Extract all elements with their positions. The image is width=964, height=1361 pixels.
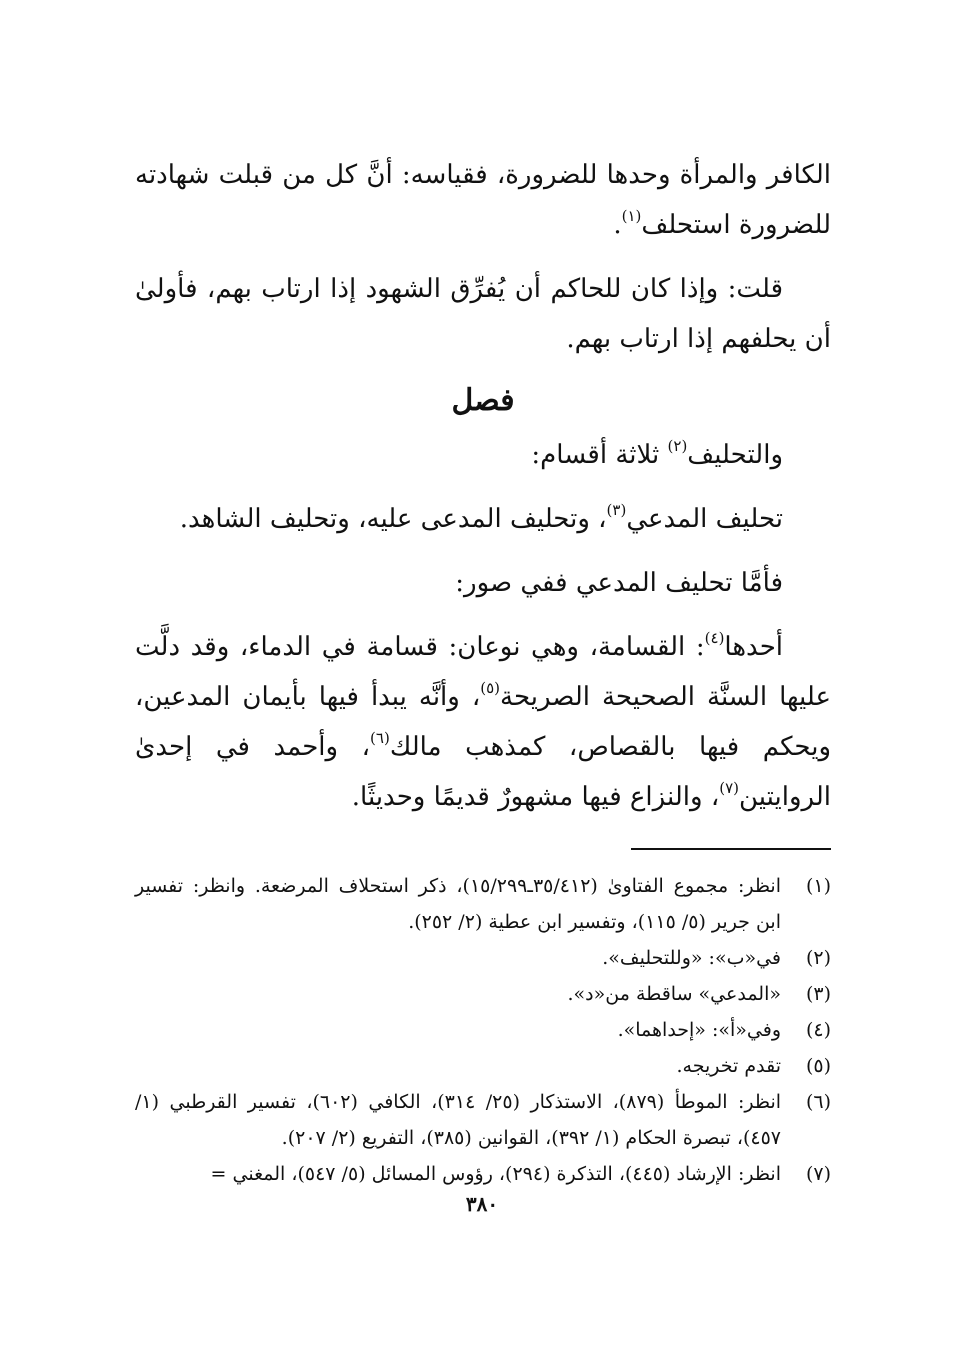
footnote-ref-2[interactable]: (٢) <box>667 437 688 455</box>
paragraph-2-text: قلت: وإذا كان للحاكم أن يُفرِّق الشهود إذا ارتاب بهم، فأولىٰ أن يحلفهم إذا ارتاب بهم. <box>135 274 831 354</box>
footnote-number: (٢) <box>805 947 831 969</box>
paragraph-6-part-2: : القسامة، وهي نوعان: قسامة في الدماء، وقد دلَّت عليها السنَّة الصحيحة الصريحة <box>135 632 831 712</box>
footnote-text: تقدم تخريجه. <box>676 1055 781 1077</box>
footnote-number: (٥) <box>805 1055 831 1077</box>
paragraph-4-tail: ، وتحليف المدعى عليه، وتحليف الشاهد. <box>179 504 607 534</box>
paragraph-3-text: والتحليف <box>687 440 783 470</box>
footnote-text: انظر: مجموع الفتاوىٰ (٣٥/٤١٢ـ١٥/٢٩٩)، ذكر استحلاف المرضعة. وانظر: تفسير ابن جرير (٥/ ١١٥)، وتفسير ابن عطية (٢/ ٢٥٢). <box>135 875 781 933</box>
footnote-3 <box>135 976 831 1012</box>
page-number: ٣٨٠ <box>465 1192 499 1216</box>
footnote-ref-5[interactable]: (٥) <box>480 679 500 697</box>
footnote-text: وفي«أ»: «إحداهما». <box>617 1019 781 1041</box>
paragraph-3-tail: ثلاثة أقسام: <box>531 440 660 470</box>
footnote-ref-7[interactable]: (٧) <box>719 779 739 797</box>
paragraph-6-part-3: ، وأنَّه يبدأ فيها بأيمان المدعين، ويحكم فيها بالقصاص، كمذهب مالك <box>135 682 832 762</box>
paragraph-3 <box>135 430 831 480</box>
paragraph-6-part-4: ، وأحمد في إحدىٰ الروايتين <box>135 732 831 812</box>
page-content <box>135 150 831 1192</box>
footnote-6 <box>135 1084 831 1156</box>
paragraph-6-part-1: أحدها <box>724 632 783 662</box>
footnote-number: (١) <box>805 875 831 897</box>
footnote-2 <box>135 940 831 976</box>
footnote-text: «المدعي» ساقطة من«د». <box>567 983 781 1005</box>
footnote-7 <box>135 1156 831 1192</box>
footnote-number: (٤) <box>805 1019 831 1041</box>
section-heading: فصل <box>451 383 515 418</box>
main-text <box>135 150 831 822</box>
paragraph-5-text: فأمَّا تحليف المدعي ففي صور: <box>455 568 783 598</box>
footnote-ref-3[interactable]: (٣) <box>606 501 627 519</box>
footnote-text: في«ب»: «وللتحليف». <box>602 947 781 969</box>
footnote-number: (٧) <box>805 1163 831 1185</box>
footnote-ref-6[interactable]: (٦) <box>370 729 390 747</box>
footnote-text: انظر: الإرشاد (٤٤٥)، التذكرة (٢٩٤)، رؤوس المسائل (٥/ ٥٤٧)، المغني = <box>210 1163 781 1185</box>
paragraph-6-part-5: ، والنزاع فيها مشهورٌ قديمًا وحديثًا. <box>351 782 720 812</box>
paragraph-6 <box>135 622 831 822</box>
footnote-separator <box>631 848 831 850</box>
footnote-number: (٦) <box>805 1091 831 1113</box>
paragraph-1-tail: . <box>613 210 622 240</box>
paragraph-4 <box>135 494 831 544</box>
footnote-ref-1[interactable]: (١) <box>621 207 642 225</box>
footnote-5 <box>135 1048 831 1084</box>
footnote-ref-4[interactable]: (٤) <box>704 629 725 647</box>
paragraph-5 <box>135 558 831 608</box>
footnote-number: (٣) <box>805 983 831 1005</box>
paragraph-4-text: تحليف المدعي <box>626 504 783 534</box>
footnote-4 <box>135 1012 831 1048</box>
paragraph-1-text: الكافر والمرأة وحدها للضرورة، فقياسه: أنَّ كل من قبلت شهادته للضرورة استحلف <box>135 160 831 240</box>
footnote-text: انظر: الموطأ (٨٧٩)، الاستذكار (٢٥/ ٣١٤)، الكافي (٦٠٢)، تفسير القرطبي (١/ ٤٥٧)، تبصرة الحكام (١/ ٣٩٢)، القوانين (٣٨٥)، التفريع (٢/ ٢٠٧). <box>135 1091 782 1149</box>
paragraph-1 <box>135 150 831 250</box>
paragraph-2 <box>135 264 831 364</box>
footnote-1 <box>135 868 831 940</box>
footnotes <box>135 868 831 1192</box>
